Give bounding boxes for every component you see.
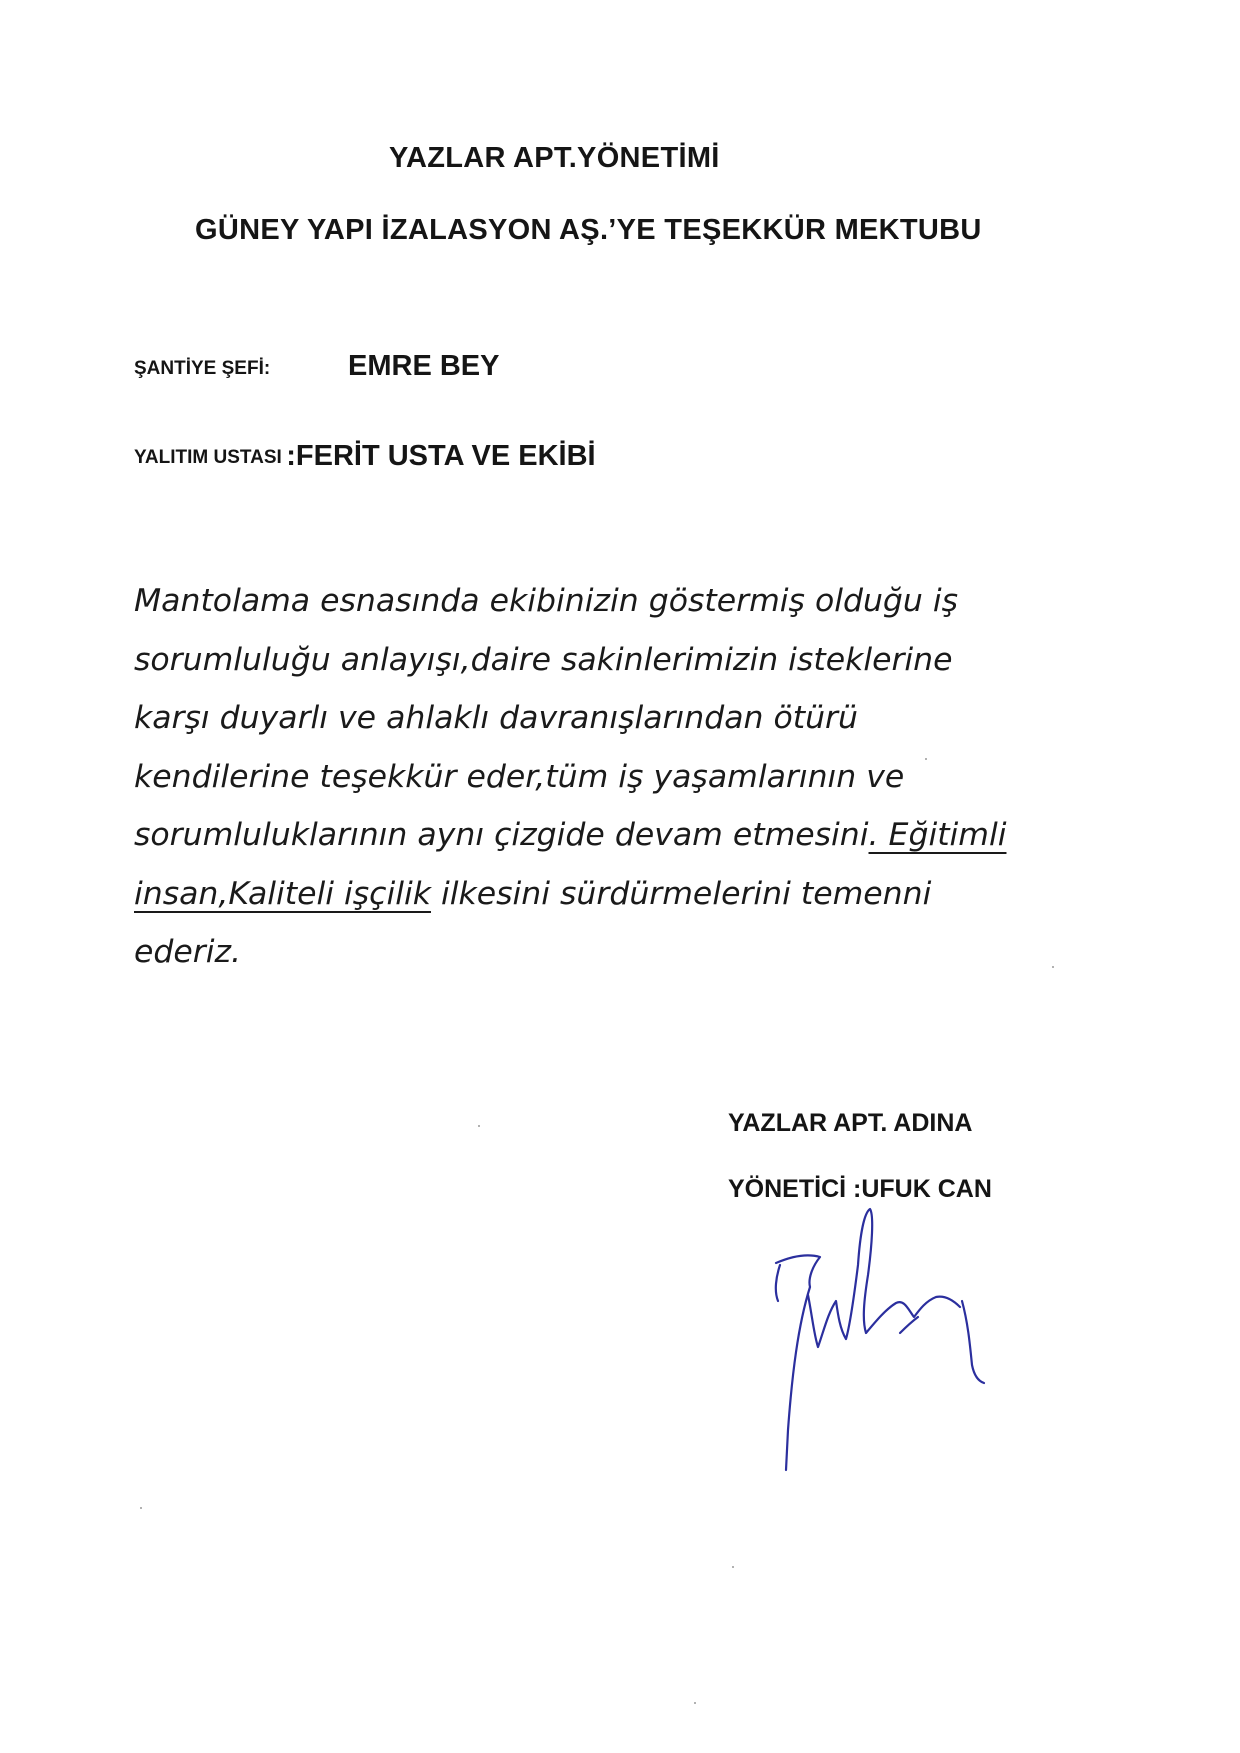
signature-stroke-2 [776,1265,780,1301]
signature-manager-name: YÖNETİCİ :UFUK CAN [728,1175,992,1203]
body-line-6-underlined: insan,Kaliteli işçilik [134,875,431,912]
letter-title-line-1: YAZLAR APT.YÖNETİMİ [389,142,720,174]
signature-stroke-1 [776,1255,820,1470]
signature-stroke-5 [900,1317,918,1333]
body-line-6 [134,865,1094,924]
insulation-master-value: :FERİT USTA VE EKİBİ [286,440,596,472]
handwritten-signature [768,1205,1038,1480]
body-line-3: karşı duyarlı ve ahlaklı davranışlarından ötürü [134,700,858,736]
signature-on-behalf: YAZLAR APT. ADINA [728,1109,973,1137]
scan-speck [1052,966,1054,968]
body-line-7: ederiz. [134,934,242,970]
scan-speck [925,758,927,760]
scan-speck [732,1566,734,1568]
signature-stroke-3 [808,1209,960,1347]
body-line-6-text: ilkesini sürdürmelerini temenni [430,875,932,912]
body-line-2: sorumluluğu anlayışı,daire sakinlerimizin isteklerine [134,641,953,678]
scan-speck [694,1702,696,1704]
body-line-5-underlined: . Eğitimli [868,817,1007,853]
scan-speck [140,1507,142,1509]
insulation-master-row [134,438,596,471]
letter-title-line-2: GÜNEY YAPI İZALASYON AŞ.’YE TEŞEKKÜR MEKTUBU [195,214,982,246]
body-line-1: Mantolama esnasında ekibinizin göstermiş olduğu iş [134,583,959,619]
body-line-5 [134,806,1094,865]
signature-stroke-4 [962,1301,984,1383]
site-chief-value: EMRE BEY [348,350,500,382]
scan-speck [478,1125,480,1127]
insulation-master-label: YALITIM USTASI [134,447,282,468]
body-line-4: kendilerine teşekkür eder,tüm iş yaşamlarının ve [134,758,905,795]
letter-body [134,572,1094,982]
site-chief-label: ŞANTİYE ŞEFİ: [134,358,271,379]
body-line-5-text: sorumluluklarının aynı çizgide devam etmesini [134,817,869,853]
site-chief-row [134,350,500,382]
